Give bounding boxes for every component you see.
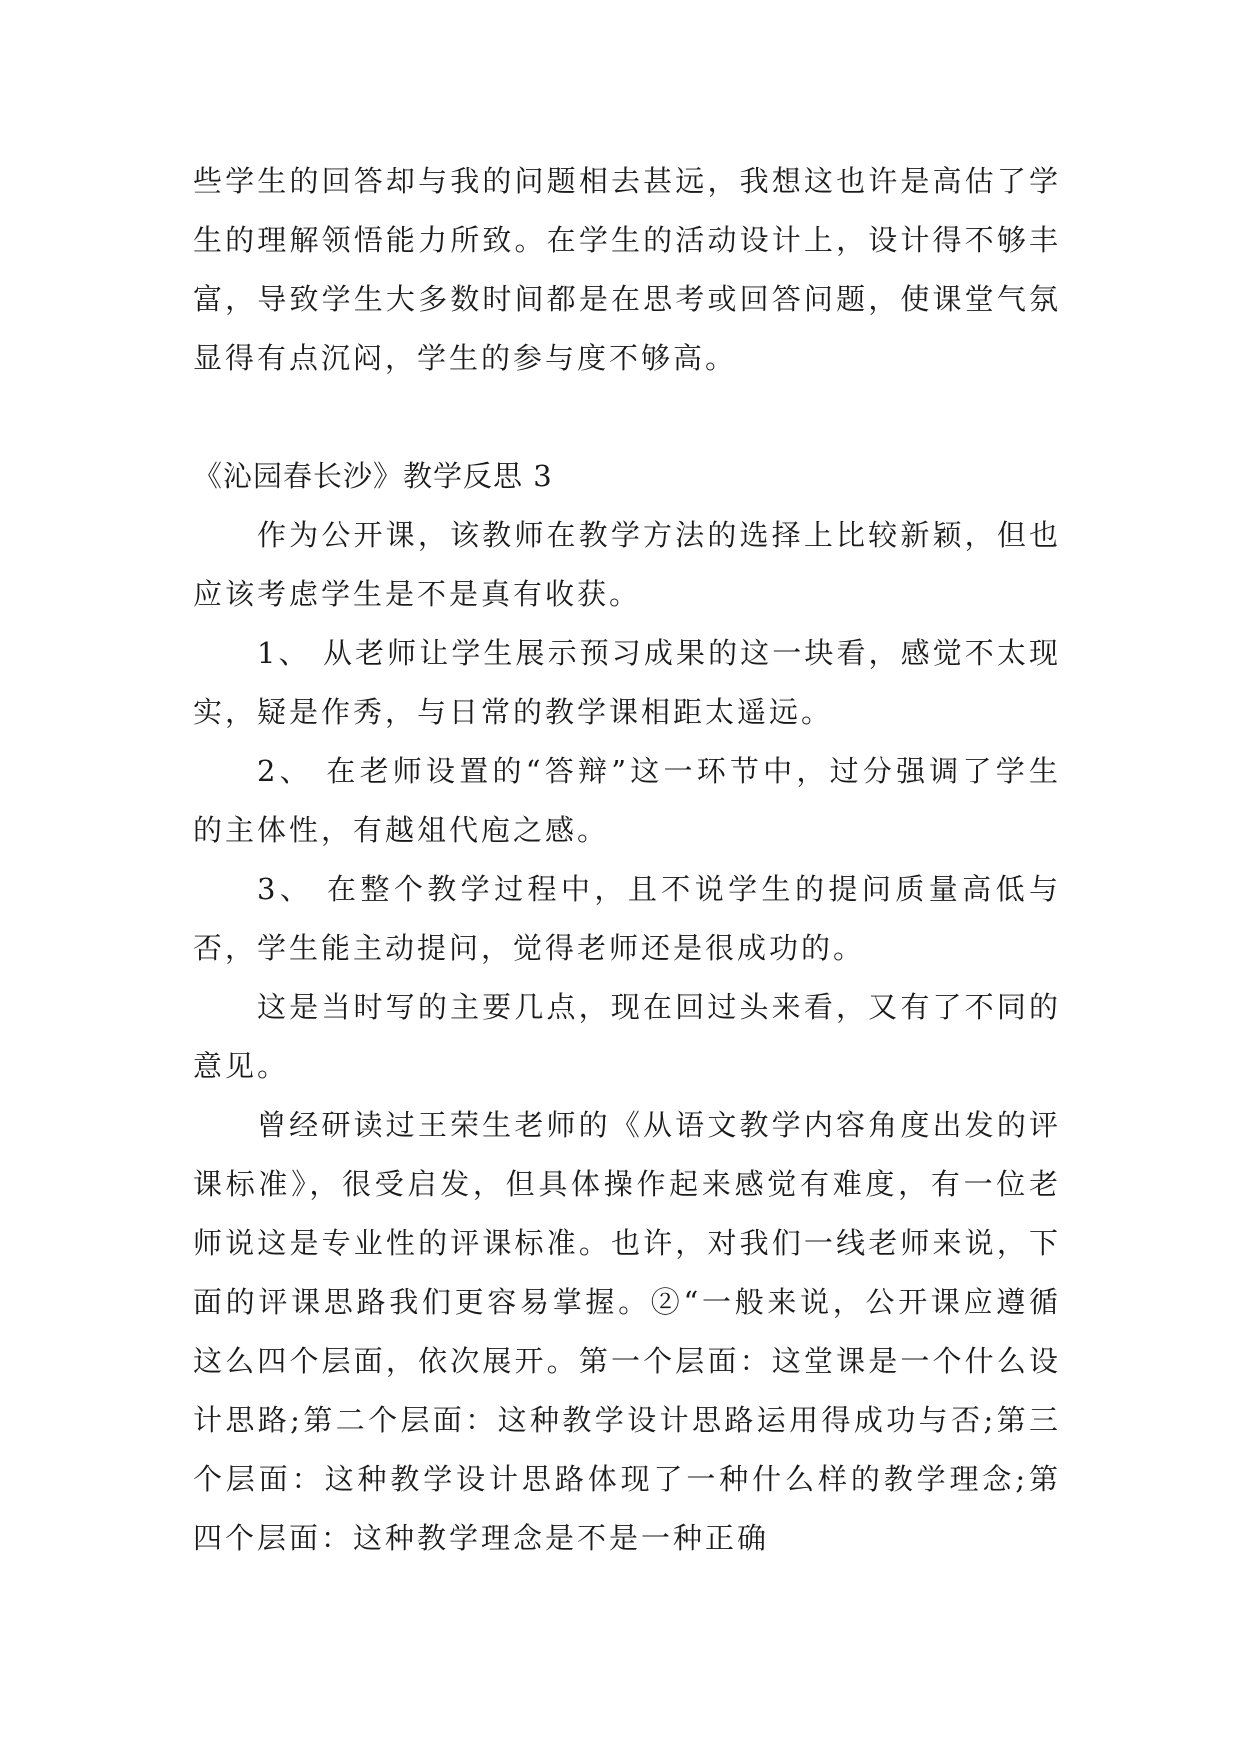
paragraph-point-3: 3、 在整个教学过程中，且不说学生的提问质量高低与否，学生能主动提问，觉得老师还是很成功的。 (193, 872, 1061, 965)
document-body (193, 152, 1061, 1568)
paragraph-point-1: 1、 从老师让学生展示预习成果的这一块看，感觉不太现实，疑是作秀，与日常的教学课相距太遥远。 (193, 636, 1061, 729)
paragraph-reflection: 这是当时写的主要几点，现在回过头来看，又有了不同的意见。 (193, 990, 1061, 1083)
continuation-paragraph: 些学生的回答却与我的问题相去甚远，我想这也许是高估了学生的理解领悟能力所致。在学生的活动设计上，设计得不够丰富，导致学生大多数时间都是在思考或回答问题，使课堂气氛显得有点沉闷，学生的参与度不够高。 (193, 164, 1061, 375)
paragraph-evaluation-standard: 曾经研读过王荣生老师的《从语文教学内容角度出发的评课标准》，很受启发，但具体操作起来感觉有难度，有一位老师说这是专业性的评课标准。也许，对我们一线老师来说，下面的评课思路我们更容易掌握。②“一般来说，公开课应遵循这么四个层面，依次展开。第一个层面：这堂课是一个什么设计思路;第二个层面：这种教学设计思路运用得成功与否;第三个层面：这种教学设计思路体现了一种什么样的教学理念;第四个层面：这种教学理念是不是一种正确 (193, 1108, 1061, 1555)
section-title: 《沁园春长沙》教学反思 3 (193, 459, 553, 493)
paragraph-intro: 作为公开课，该教师在教学方法的选择上比较新颖，但也应该考虑学生是不是真有收获。 (193, 518, 1061, 611)
paragraph-point-2: 2、 在老师设置的“答辩”这一环节中，过分强调了学生的主体性，有越俎代庖之感。 (193, 754, 1061, 847)
